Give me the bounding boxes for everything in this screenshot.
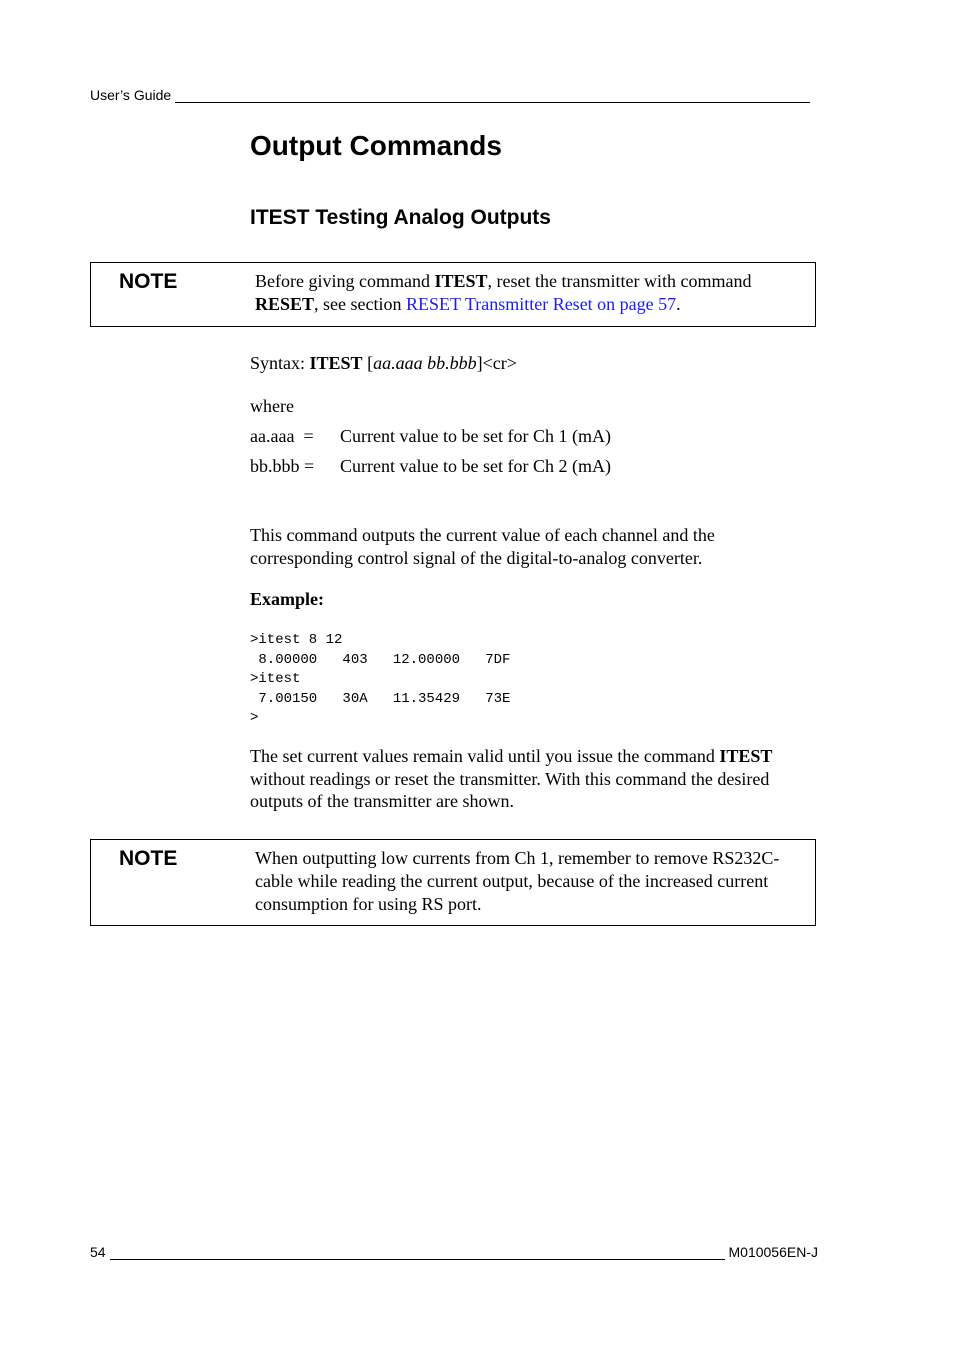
note-label: NOTE (119, 270, 178, 293)
note-text-part: , see section (314, 294, 406, 314)
paragraph-part: The set current values remain valid until you issue the command (250, 746, 720, 766)
document-code: M010056EN-J (728, 1244, 818, 1260)
paragraph-command: ITEST (719, 746, 773, 766)
code-line: 7.00150 30A 11.35429 73E (250, 690, 511, 707)
note-box-reset (90, 262, 816, 327)
after-example-paragraph (250, 745, 816, 813)
note-text-part: . (676, 294, 681, 314)
note-text-part: , reset the transmitter with command (487, 271, 752, 291)
description-paragraph: This command outputs the current value of each channel and the corresponding control signal of the digital-to-analog converter. (250, 525, 715, 568)
example-label-text: Example: (250, 589, 324, 609)
note-command-itest: ITEST (434, 271, 488, 291)
header-rule (175, 89, 810, 103)
example-label (250, 588, 816, 611)
syntax-close: ]<cr> (476, 353, 517, 373)
code-line: 8.00000 403 12.00000 7DF (250, 651, 511, 668)
syntax-prefix: Syntax: (250, 353, 310, 373)
page-header (90, 87, 810, 103)
note-text (255, 270, 811, 316)
paragraph-part: without readings or reset the transmitter. With this command the desired outputs of the transmitter are shown. (250, 768, 770, 811)
reset-section-link[interactable]: RESET Transmitter Reset on page 57 (406, 294, 677, 314)
section-title: Output Commands (250, 130, 502, 161)
code-line: >itest (250, 671, 301, 687)
page-footer (90, 1244, 818, 1260)
definition-desc: Current value to be set for Ch 1 (mA) (340, 426, 611, 446)
code-line: > (250, 710, 259, 726)
definition-term: aa.aaa = (250, 426, 314, 446)
definition-desc: Current value to be set for Ch 2 (mA) (340, 456, 611, 476)
syntax-line (250, 352, 816, 375)
syntax-open: [ (362, 353, 374, 373)
footer-rule (110, 1246, 725, 1260)
note-box-rs232 (90, 839, 816, 926)
definition-term: bb.bbb = (250, 456, 315, 476)
subsection-title: ITEST Testing Analog Outputs (250, 206, 551, 229)
note-text-part: Before giving command (255, 271, 435, 291)
syntax-params: aa.aaa bb.bbb (373, 353, 477, 373)
page-number: 54 (90, 1244, 106, 1260)
note-command-reset: RESET (255, 294, 315, 314)
where-label: where (250, 396, 294, 416)
header-title: User’s Guide (90, 87, 172, 103)
note-label: NOTE (119, 847, 178, 870)
note-text: When outputting low currents from Ch 1, remember to remove RS232C-cable while reading the current output, because of the increased current consumption for using RS port. (255, 848, 780, 914)
syntax-command: ITEST (309, 353, 363, 373)
code-example (250, 631, 510, 729)
code-line: >itest 8 12 (250, 632, 343, 648)
